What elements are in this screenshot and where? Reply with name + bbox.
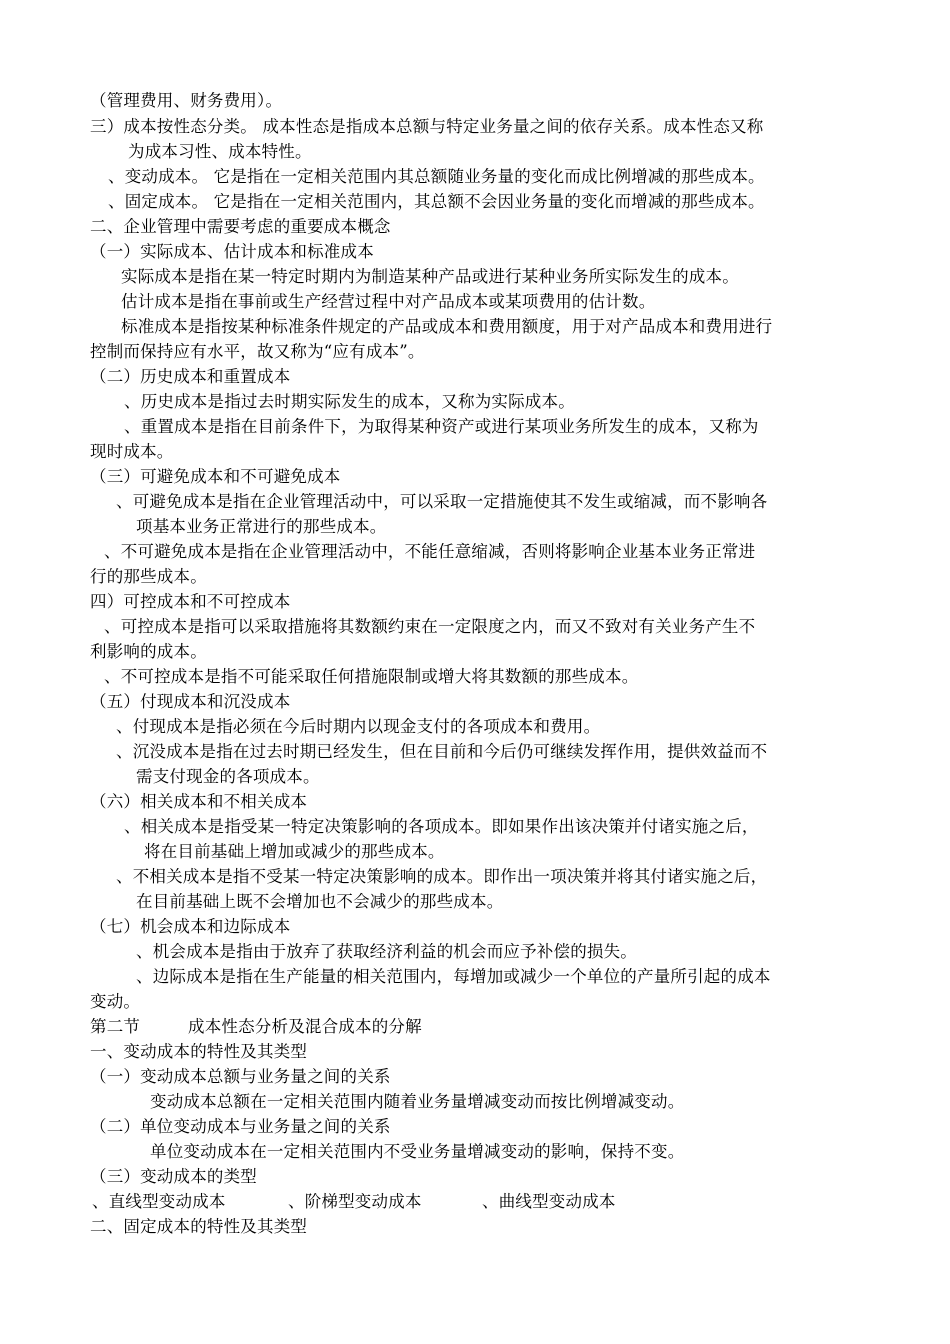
text-line: 、重置成本是指在目前条件下，为取得某种资产或进行某项业务所发生的成本，又称为 — [124, 417, 759, 436]
text-line: 控制而保持应有水平，故又称为“应有成本”。 — [90, 342, 425, 361]
subsection-heading: （一）实际成本、估计成本和标准成本 — [90, 242, 374, 261]
text-line: 标准成本是指按某种标准条件规定的产品或成本和费用额度，用于对产品成本和费用进行 — [121, 317, 773, 336]
text-line: 现时成本。 — [90, 442, 174, 461]
subsection-heading: （二）单位变动成本与业务量之间的关系 — [90, 1117, 391, 1136]
subsection-heading: （七）机会成本和边际成本 — [90, 917, 291, 936]
subsection-heading: （一）变动成本总额与业务量之间的关系 — [90, 1067, 391, 1086]
cost-type-step: 、阶梯型变动成本 — [288, 1192, 422, 1211]
text-line: 三）成本按性态分类。 成本性态是指成本总额与特定业务量之间的依存关系。成本性态又称 — [90, 117, 764, 136]
chapter-section-label: 第二节 — [90, 1017, 141, 1036]
text-line: 、历史成本是指过去时期实际发生的成本，又称为实际成本。 — [124, 392, 575, 411]
text-line: （管理费用、财务费用）。 — [90, 91, 283, 110]
text-line: 为成本习性、成本特性。 — [128, 142, 312, 161]
text-line: 、沉没成本是指在过去时期已经发生，但在目前和今后仍可继续发挥作用，提供效益而不 — [116, 742, 768, 761]
text-line: 、可避免成本是指在企业管理活动中，可以采取一定措施使其不发生或缩减，而不影响各 — [116, 492, 768, 511]
cost-type-linear: 、直线型变动成本 — [92, 1192, 226, 1211]
subsection-heading: （六）相关成本和不相关成本 — [90, 792, 308, 811]
subsection-heading: （二）历史成本和重置成本 — [90, 367, 291, 386]
text-line: 、可控成本是指可以采取措施将其数额约束在一定限度之内，而又不致对有关业务产生不 — [104, 617, 756, 636]
subsection-heading: （三）变动成本的类型 — [90, 1167, 257, 1186]
text-line: 将在目前基础上增加或减少的那些成本。 — [144, 842, 445, 861]
text-line: 、不可避免成本是指在企业管理活动中，不能任意缩减，否则将影响企业基本业务正常进 — [104, 542, 756, 561]
subsection-heading: 四）可控成本和不可控成本 — [90, 592, 291, 611]
text-line: 、机会成本是指由于放弃了获取经济利益的机会而应予补偿的损失。 — [136, 942, 637, 961]
chapter-section-title: 成本性态分析及混合成本的分解 — [188, 1017, 422, 1036]
text-line: 利影响的成本。 — [90, 642, 207, 661]
text-line: 、不可控成本是指不可能采取任何措施限制或增大将其数额的那些成本。 — [104, 667, 639, 686]
text-line: 、边际成本是指在生产能量的相关范围内，每增加或减少一个单位的产量所引起的成本 — [136, 967, 771, 986]
text-line: 需支付现金的各项成本。 — [136, 767, 320, 786]
text-line: 在目前基础上既不会增加也不会减少的那些成本。 — [136, 892, 504, 911]
text-line: 变动成本总额在一定相关范围内随着业务量增减变动而按比例增减变动。 — [150, 1092, 685, 1111]
text-line: 、相关成本是指受某一特定决策影响的各项成本。即如果作出该决策并付诸实施之后， — [124, 817, 759, 836]
cost-type-curvilinear: 、曲线型变动成本 — [482, 1192, 616, 1211]
text-line: 、付现成本是指必须在今后时期内以现金支付的各项成本和费用。 — [116, 717, 601, 736]
section-heading: 二、企业管理中需要考虑的重要成本概念 — [90, 217, 391, 236]
section-heading: 二、固定成本的特性及其类型 — [90, 1217, 308, 1236]
section-heading: 一、变动成本的特性及其类型 — [90, 1042, 308, 1061]
text-line: 项基本业务正常进行的那些成本。 — [136, 517, 387, 536]
text-line: 估计成本是指在事前或生产经营过程中对产品成本或某项费用的估计数。 — [121, 292, 656, 311]
text-line: 、变动成本。 它是指在一定相关范围内其总额随业务量的变化而成比例增减的那些成本。 — [108, 167, 765, 186]
text-line: 变动。 — [90, 992, 141, 1011]
text-line: 单位变动成本在一定相关范围内不受业务量增减变动的影响，保持不变。 — [150, 1142, 685, 1161]
text-line: 、固定成本。 它是指在一定相关范围内，其总额不会因业务量的变化而增减的那些成本。 — [108, 192, 765, 211]
text-line: 行的那些成本。 — [90, 567, 207, 586]
subsection-heading: （五）付现成本和沉没成本 — [90, 692, 291, 711]
text-line: 实际成本是指在某一特定时期内为制造某种产品或进行某种业务所实际发生的成本。 — [121, 267, 739, 286]
subsection-heading: （三）可避免成本和不可避免成本 — [90, 467, 341, 486]
text-line: 、不相关成本是指不受某一特定决策影响的成本。即作出一项决策并将其付诸实施之后， — [116, 867, 768, 886]
